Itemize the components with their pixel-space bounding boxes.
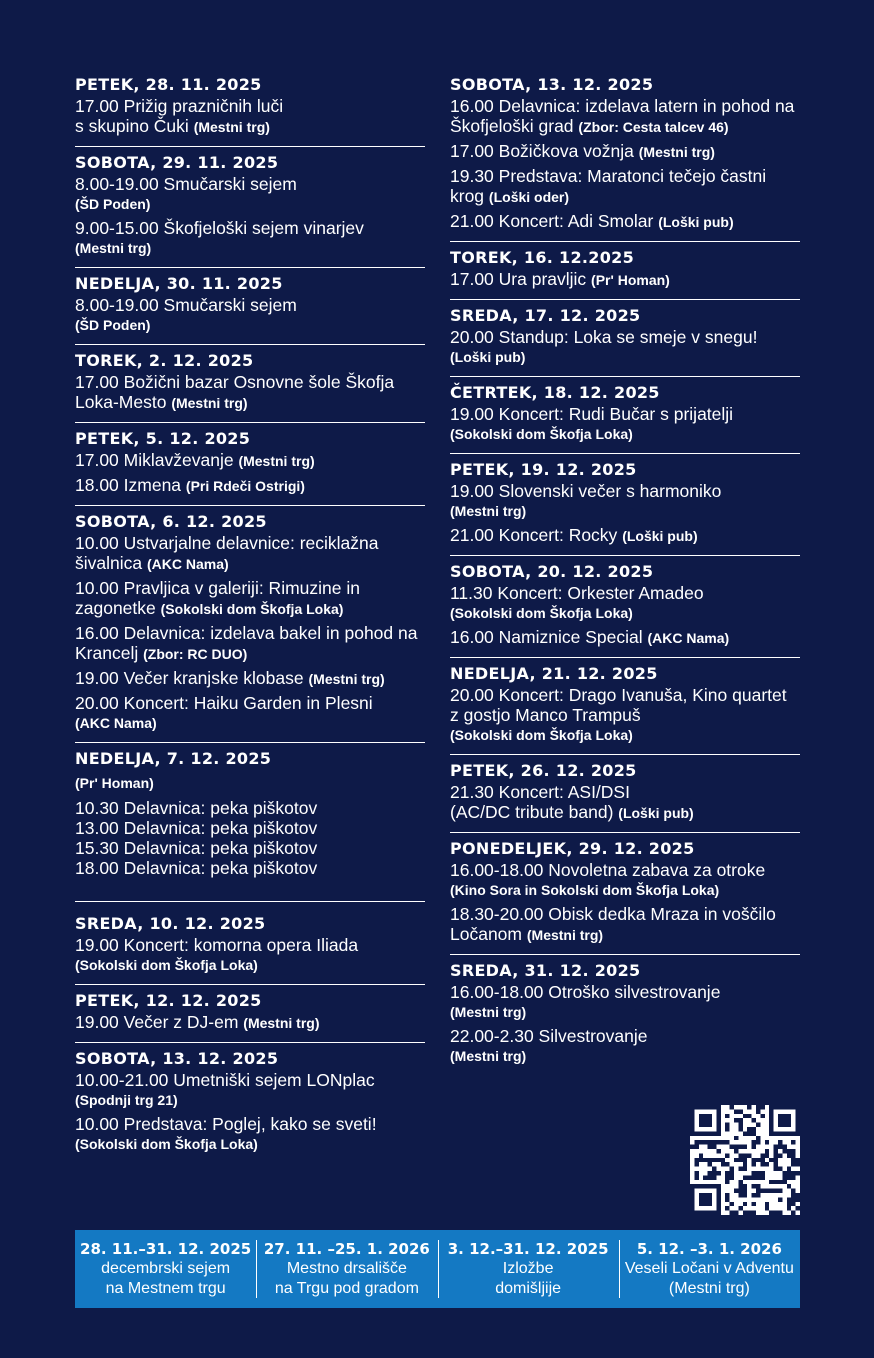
- event-item: [450, 982, 800, 1022]
- event-text: 17.00 Božični bazar Osnovne šole Škofja Loka-Mesto: [75, 372, 395, 412]
- event-item: [75, 693, 425, 733]
- event-text: 21.00 Koncert: Adi Smolar: [450, 211, 654, 231]
- banner-text: Izložbe: [502, 1260, 554, 1277]
- banner-text: Mestno drsališče: [286, 1260, 407, 1277]
- day-title: TOREK, 16. 12.2025: [450, 248, 635, 267]
- event-text: 9.00-15.00 Škofjeloški sejem vinarjev: [75, 218, 364, 238]
- event-text: 20.00 Koncert: Haiku Garden in Plesni: [75, 693, 373, 713]
- day-block: [450, 74, 800, 242]
- event-location: (ŠD Poden): [75, 317, 151, 333]
- event-location: (Mestni trg): [526, 927, 604, 943]
- day-block: [75, 1048, 425, 1163]
- event-text: 17.00 Prižig prazničnih luči s skupino Čuki: [75, 96, 284, 136]
- event-text: 16.00 Namiznice Special: [450, 627, 643, 647]
- day-block: [450, 382, 800, 454]
- event-location: (Zbor: Cesta talcev 46): [578, 119, 729, 135]
- event-text: 16.00-18.00 Otroško silvestrovanje: [450, 982, 721, 1002]
- event-location: (Pr' Homan): [591, 272, 670, 288]
- event-item: [75, 295, 425, 335]
- event-item: [450, 211, 800, 232]
- day-block: [75, 748, 425, 902]
- event-item: [450, 327, 800, 367]
- event-text: 17.00 Miklavževanje: [75, 450, 234, 470]
- event-item: [450, 904, 800, 945]
- event-location: (Sokolski dom Škofja Loka): [450, 727, 633, 743]
- banner-text: Veseli Ločani v Adventu: [624, 1260, 794, 1277]
- event-location: (Loški oder): [488, 189, 570, 205]
- event-text: 13.00 Delavnica: peka piškotov: [75, 818, 318, 838]
- event-location: (Loški pub): [618, 805, 694, 821]
- event-location: (Kino Sora in Sokolski dom Škofja Loka): [450, 882, 720, 898]
- event-item: [450, 782, 800, 823]
- event-item: [450, 269, 800, 290]
- banner-item: [75, 1230, 256, 1308]
- event-text: 18.00 Delavnica: peka piškotov: [75, 858, 318, 878]
- schedule-left-column: [75, 74, 425, 1168]
- event-item: [75, 818, 425, 838]
- event-text: 8.00-19.00 Smučarski sejem: [75, 295, 297, 315]
- event-text: 16.00-18.00 Novoletna zabava za otroke: [450, 860, 766, 880]
- highlights-banner: [75, 1230, 800, 1308]
- event-item: [75, 623, 425, 664]
- event-text: 10.00 Predstava: Poglej, kako se sveti!: [75, 1114, 377, 1134]
- event-text: 19.00 Slovenski večer s harmoniko: [450, 481, 722, 501]
- event-item: [75, 1012, 425, 1033]
- day-block: [75, 990, 425, 1043]
- event-location: (AKC Nama): [147, 556, 229, 572]
- day-block: [450, 305, 800, 377]
- event-location: (Sokolski dom Škofja Loka): [450, 605, 633, 621]
- event-text: 19.30 Predstava: Maratonci tečejo častni krog: [450, 166, 767, 206]
- event-location: (Loški pub): [622, 528, 698, 544]
- event-text: 10.00 Pravljica v galeriji: Rimuzine in zagonetke: [75, 578, 360, 618]
- event-text: 22.00-2.30 Silvestrovanje: [450, 1026, 648, 1046]
- event-item: [75, 218, 425, 258]
- day-title: SOBOTA, 20. 12. 2025: [450, 562, 654, 581]
- event-location: (Mestni trg): [450, 1048, 527, 1064]
- event-text: 18.30-20.00 Obisk dedka Mraza in voščilo Ločanom: [450, 904, 776, 944]
- day-block: [75, 152, 425, 268]
- day-block: [450, 561, 800, 658]
- event-text: 10.00 Ustvarjalne delavnice: reciklažna šivalnica: [75, 533, 379, 573]
- event-item: [75, 533, 425, 574]
- event-location: (ŠD Poden): [75, 196, 151, 212]
- event-item: [450, 166, 800, 207]
- event-item: [75, 935, 425, 975]
- event-item: [450, 525, 800, 546]
- banner-item: [256, 1230, 437, 1308]
- event-text: 15.30 Delavnica: peka piškotov: [75, 838, 318, 858]
- event-text: 21.00 Koncert: Rocky: [450, 525, 618, 545]
- event-location: (Mestni trg): [193, 119, 270, 135]
- day-title: SREDA, 17. 12. 2025: [450, 306, 641, 325]
- event-item: [75, 372, 425, 413]
- day-block: [75, 511, 425, 743]
- event-item: [450, 583, 800, 623]
- event-location: (Loški pub): [450, 349, 526, 365]
- event-item: [450, 404, 800, 444]
- event-item: [450, 96, 800, 137]
- event-location: (Mestni trg): [238, 453, 315, 469]
- event-location: (AKC Nama): [647, 630, 730, 646]
- event-item: [75, 475, 425, 496]
- event-location: (AKC Nama): [75, 715, 157, 731]
- event-text: 21.30 Koncert: ASI/DSI (AC/DC tribute band): [450, 782, 630, 822]
- event-text: 19.00 Koncert: komorna opera Iliada: [75, 935, 359, 955]
- event-location: (Loški pub): [658, 214, 734, 230]
- day-title: SOBOTA, 13. 12. 2025: [450, 75, 654, 94]
- event-location: (Spodnji trg 21): [75, 1092, 178, 1108]
- event-item: [450, 1026, 800, 1066]
- day-block: [450, 247, 800, 300]
- event-item: [75, 578, 425, 619]
- event-text: 16.00 Delavnica: izdelava bakel in pohod na Krancelj: [75, 623, 418, 663]
- event-location: (Mestni trg): [243, 1015, 320, 1031]
- banner-item: [619, 1230, 800, 1308]
- event-item: [75, 798, 425, 818]
- banner-date: 5. 12. –3. 1. 2026: [636, 1240, 782, 1258]
- day-title: ČETRTEK, 18. 12. 2025: [450, 383, 660, 402]
- day-block: [450, 663, 800, 755]
- event-text: 11.30 Koncert: Orkester Amadeo: [450, 583, 704, 603]
- day-title: TOREK, 2. 12. 2025: [75, 351, 254, 370]
- day-block: [450, 838, 800, 955]
- event-text: 16.00 Delavnica: izdelava latern in pohod na Škofjeloški grad: [450, 96, 795, 136]
- event-text: 17.00 Božičkova vožnja: [450, 141, 634, 161]
- day-block: [450, 760, 800, 833]
- event-location: (Mestni trg): [638, 144, 715, 160]
- day-title: SOBOTA, 6. 12. 2025: [75, 512, 267, 531]
- day-title: PETEK, 5. 12. 2025: [75, 429, 251, 448]
- day-title: NEDELJA, 30. 11. 2025: [75, 274, 283, 293]
- event-text: 10.30 Delavnica: peka piškotov: [75, 798, 318, 818]
- event-location: (Zbor: RC DUO): [143, 646, 248, 662]
- event-item: [450, 685, 800, 745]
- day-title: SOBOTA, 13. 12. 2025: [75, 1049, 279, 1068]
- event-item: [75, 838, 425, 858]
- event-location: (Mestni trg): [308, 671, 385, 687]
- day-title: SREDA, 31. 12. 2025: [450, 961, 641, 980]
- schedule-right-column: [450, 74, 800, 1080]
- event-location: (Mestni trg): [171, 395, 248, 411]
- event-text: 19.00 Večer z DJ-em: [75, 1012, 239, 1032]
- day-block: [75, 74, 425, 147]
- day-title: NEDELJA, 7. 12. 2025: [75, 749, 272, 768]
- event-location: (Sokolski dom Škofja Loka): [160, 601, 344, 617]
- event-location: (Sokolski dom Škofja Loka): [75, 1136, 258, 1152]
- event-location: (Mestni trg): [75, 240, 152, 256]
- event-text: 20.00 Standup: Loka se smeje v snegu!: [450, 327, 758, 347]
- event-item: [450, 481, 800, 521]
- day-title: PETEK, 26. 12. 2025: [450, 761, 637, 780]
- qr-code-icon[interactable]: [690, 1105, 800, 1215]
- day-title: SREDA, 10. 12. 2025: [75, 914, 266, 933]
- day-title: PETEK, 19. 12. 2025: [450, 460, 637, 479]
- banner-item: [438, 1230, 619, 1308]
- event-text: 10.00-21.00 Umetniški sejem LONplac: [75, 1070, 375, 1090]
- day-title: PONEDELJEK, 29. 12. 2025: [450, 839, 695, 858]
- banner-text: domišljije: [495, 1280, 562, 1297]
- day-block: [75, 273, 425, 345]
- event-item: [75, 450, 425, 471]
- banner-text: na Mestnem trgu: [105, 1280, 226, 1297]
- day-block: [450, 459, 800, 556]
- banner-date: 3. 12.–31. 12. 2025: [447, 1240, 609, 1258]
- day-block: [75, 907, 425, 985]
- event-text: 17.00 Ura pravljic: [450, 269, 587, 289]
- event-text: 20.00 Koncert: Drago Ivanuša, Kino quartet z gostjo Manco Trampuš: [450, 685, 787, 725]
- event-item: [450, 141, 800, 162]
- banner-text: (Mestni trg): [668, 1280, 750, 1297]
- day-title: PETEK, 28. 11. 2025: [75, 75, 262, 94]
- day-title: NEDELJA, 21. 12. 2025: [450, 664, 658, 683]
- event-location: (Mestni trg): [450, 503, 527, 519]
- event-item: [450, 627, 800, 648]
- event-location: (Pri Rdeči Ostrigi): [185, 478, 305, 494]
- day-title: PETEK, 12. 12. 2025: [75, 991, 262, 1010]
- day-block: [450, 960, 800, 1075]
- event-item: [75, 174, 425, 214]
- event-item: [450, 860, 800, 900]
- event-item: [75, 96, 425, 137]
- event-location: (Pr' Homan): [75, 775, 154, 791]
- event-location: (Mestni trg): [450, 1004, 527, 1020]
- banner-date: 27. 11. –25. 1. 2026: [263, 1240, 430, 1258]
- event-item: [75, 1070, 425, 1110]
- event-item: [75, 1114, 425, 1154]
- banner-text: decembrski sejem: [101, 1260, 231, 1277]
- event-text: 19.00 Večer kranjske klobase: [75, 668, 304, 688]
- banner-text: na Trgu pod gradom: [274, 1280, 419, 1297]
- day-block: [75, 350, 425, 423]
- banner-date: 28. 11.–31. 12. 2025: [80, 1240, 252, 1258]
- event-text: 8.00-19.00 Smučarski sejem: [75, 174, 297, 194]
- event-location: (Sokolski dom Škofja Loka): [75, 957, 258, 973]
- event-location: (Sokolski dom Škofja Loka): [450, 426, 633, 442]
- event-item: [75, 858, 425, 878]
- event-text: 18.00 Izmena: [75, 475, 182, 495]
- event-text: 19.00 Koncert: Rudi Bučar s prijatelji: [450, 404, 734, 424]
- day-title: SOBOTA, 29. 11. 2025: [75, 153, 279, 172]
- event-item: [75, 668, 425, 689]
- day-block: [75, 428, 425, 506]
